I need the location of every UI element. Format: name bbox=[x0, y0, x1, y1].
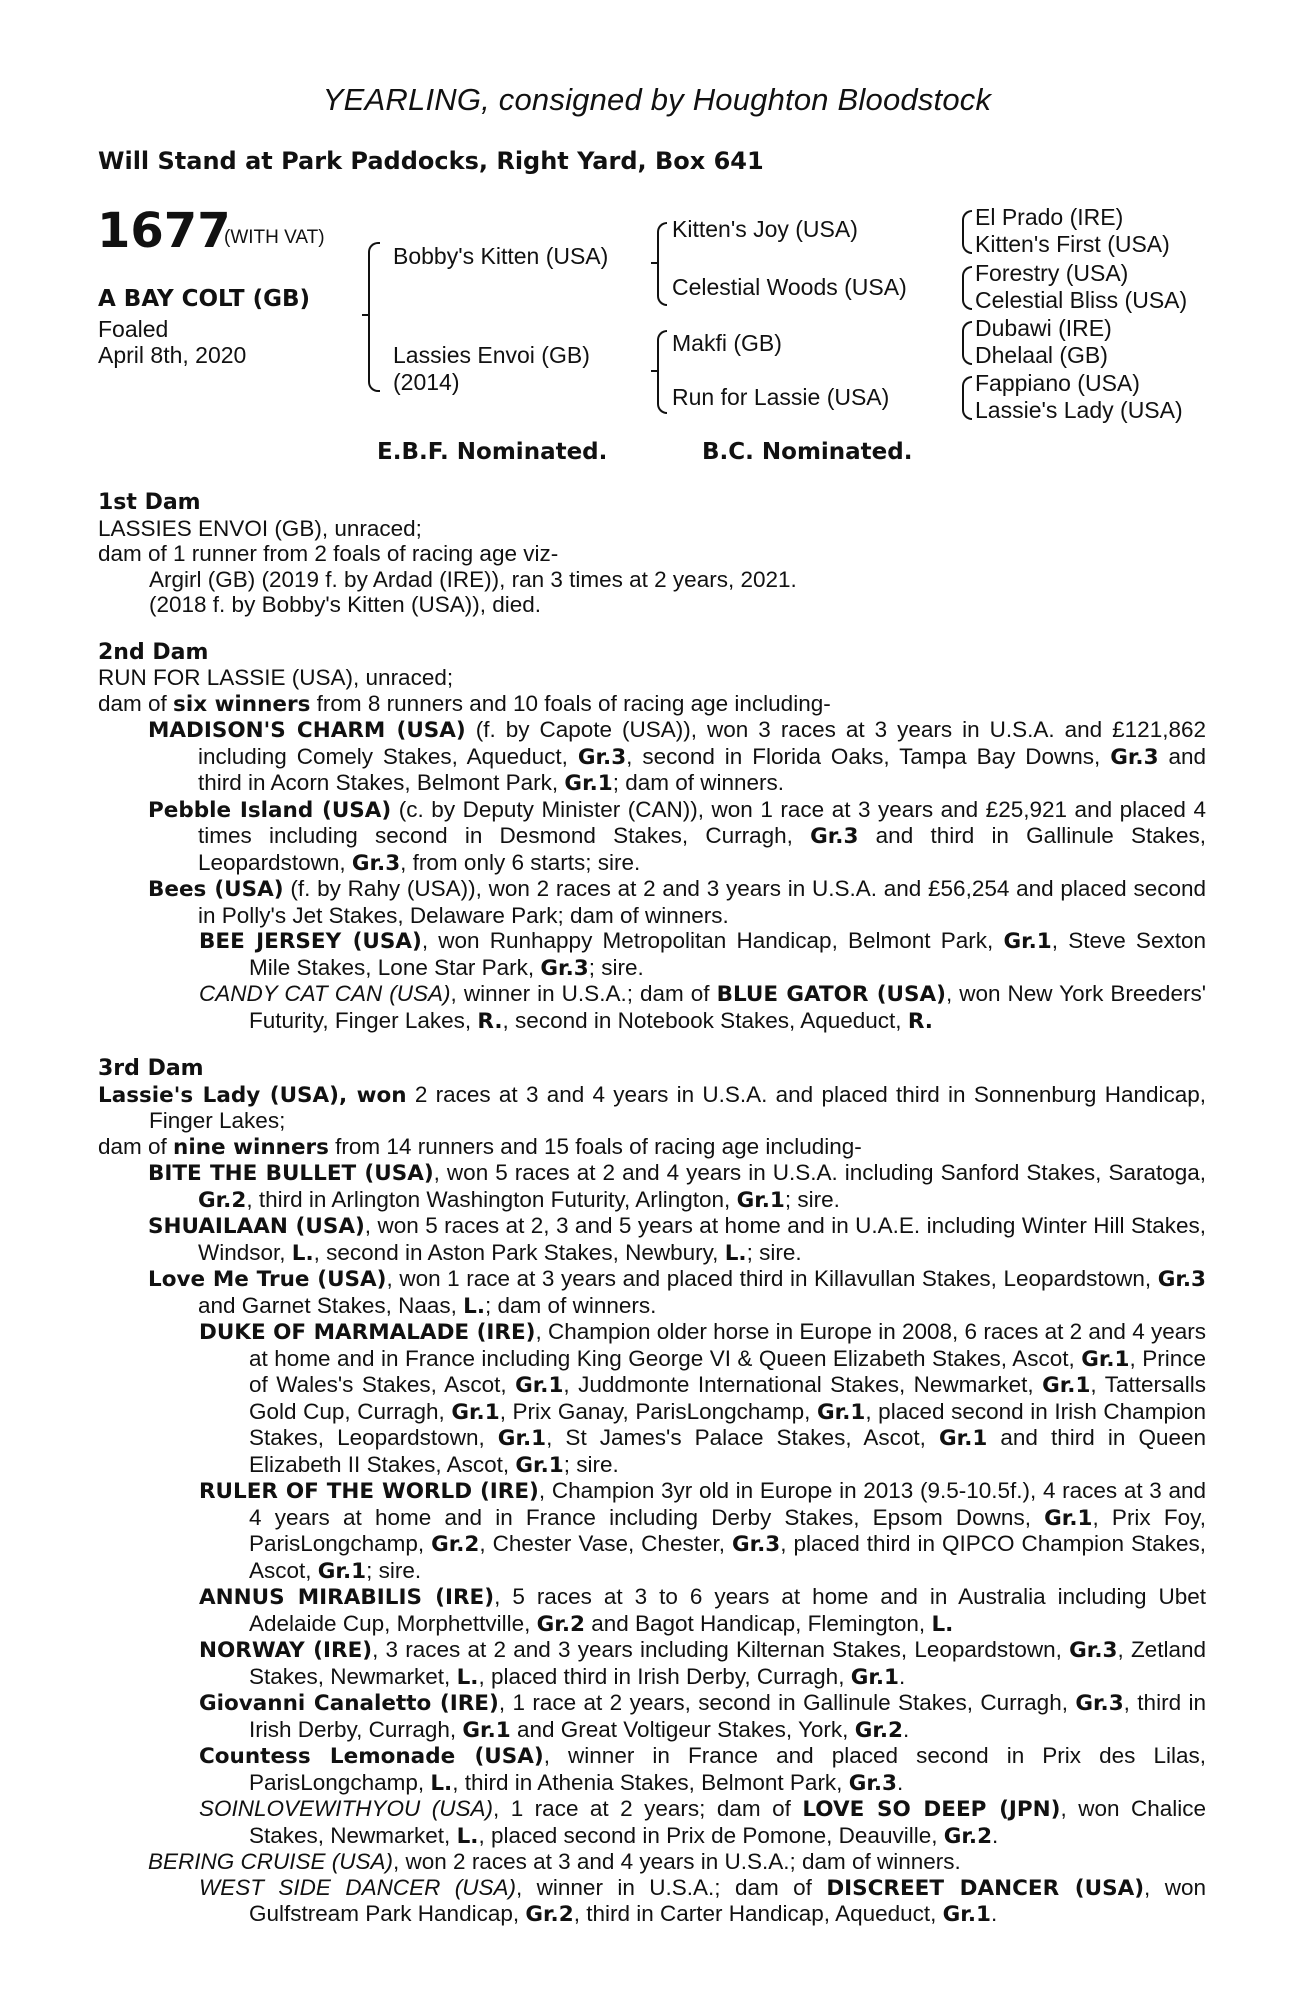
text: , second in Aston Park Stakes, Newbury, bbox=[313, 1239, 725, 1265]
text: and Garnet Stakes, Naas, bbox=[198, 1292, 464, 1318]
grade: L. bbox=[463, 1293, 486, 1319]
text: (f. by Rahy (USA)), won 2 races at 2 and 3 years in U.S.A. and £56,254 and placed second in Polly's Jet Stakes, Delaware Park; dam of winners. bbox=[198, 876, 1206, 928]
pedigree-g3-1: El Prado (IRE) bbox=[975, 204, 1124, 230]
text: and Bagot Handicap, Flemington, bbox=[584, 1610, 932, 1636]
text: and third in Gallinule Stakes, Leopardstown, bbox=[198, 823, 1206, 875]
text: , Champion 3yr old in Europe in 2013 (9.5-10.5f.), 4 races at 3 and 4 years at home and in France including Derby Stakes, Epsom Downs, bbox=[249, 1478, 1207, 1530]
grade: Gr.2 bbox=[536, 1611, 585, 1637]
text: , won 1 race at 3 years and placed third in Killavullan Stakes, Leopardstown, bbox=[386, 1266, 1158, 1291]
horse-name: Bees (USA) bbox=[148, 877, 284, 902]
page-title: YEARLING, consigned by Houghton Bloodstock bbox=[322, 82, 992, 117]
progeny-entry bbox=[98, 1584, 1206, 1637]
pedigree-g3-6: Dhelaal (GB) bbox=[975, 342, 1108, 368]
text: , St James's Palace Stakes, Ascot, bbox=[546, 1425, 940, 1450]
text: dam of bbox=[98, 690, 174, 716]
text: , Prince of Wales's Stakes, Ascot, bbox=[249, 1345, 1206, 1397]
progeny-entry bbox=[98, 981, 1206, 1034]
text: 2 races at 3 and 4 years in U.S.A. and placed third in Sonnenburg Handicap, Finger Lakes; bbox=[149, 1081, 1207, 1133]
text: , Chester Vase, Chester, bbox=[479, 1531, 732, 1556]
grade: Gr.1 bbox=[317, 1558, 367, 1584]
grade: Gr.3 bbox=[577, 744, 627, 770]
horse-name: RULER OF THE WORLD (IRE) bbox=[199, 1479, 539, 1504]
text: , Juddmonte International Stakes, Newmarket, bbox=[563, 1372, 1043, 1397]
text: , placed second in Irish Champion Stakes, Leopardstown, bbox=[249, 1398, 1206, 1450]
text: , placed third in QIPCO Champion Stakes, Ascot, bbox=[249, 1531, 1206, 1583]
grade: Gr.1 bbox=[736, 1187, 785, 1213]
foaled-label: Foaled bbox=[98, 316, 169, 342]
grade: Gr.1 bbox=[515, 1373, 564, 1398]
text: . bbox=[990, 1901, 998, 1926]
text: from 8 runners and 10 foals of racing age including- bbox=[310, 690, 831, 716]
text: , Champion older horse in Europe in 2008, 6 races at 2 and 4 years at home and in France including King George VI & Queen Elizabeth Stakes, Ascot, bbox=[249, 1319, 1206, 1371]
first-dam-line: (2018 f. by Bobby's Kitten (USA)), died. bbox=[149, 592, 541, 617]
text: , placed third in Irish Derby, Curragh, bbox=[478, 1663, 851, 1689]
grade: Gr.2 bbox=[198, 1187, 247, 1213]
text: , won 2 races at 3 and 4 years in U.S.A.; dam of winners. bbox=[393, 1849, 961, 1874]
first-dam-heading: 1st Dam bbox=[98, 490, 201, 515]
horse-name: WEST SIDE DANCER (USA) bbox=[199, 1874, 516, 1900]
grade: L. bbox=[456, 1664, 479, 1690]
winners-count: nine winners bbox=[173, 1134, 329, 1160]
progeny-entry bbox=[98, 1213, 1206, 1266]
pedigree-g3-2: Kitten's First (USA) bbox=[975, 231, 1170, 257]
text: , 1 race at 2 years, second in Gallinule Stakes, Curragh, bbox=[498, 1690, 1076, 1715]
text: and third in Acorn Stakes, Belmont Park, bbox=[198, 743, 1206, 795]
text: , third in Athenia Stakes, Belmont Park, bbox=[452, 1769, 849, 1795]
grade: L. bbox=[430, 1770, 453, 1796]
grade: Gr.2 bbox=[854, 1717, 903, 1743]
pedigree-sire-dam: Celestial Woods (USA) bbox=[672, 274, 907, 300]
grade: R. bbox=[477, 1008, 503, 1034]
second-dam-line bbox=[98, 691, 1206, 718]
grade: Gr.1 bbox=[942, 1902, 991, 1927]
grade: Gr.3 bbox=[848, 1770, 897, 1796]
lot-description: A BAY COLT (GB) bbox=[98, 286, 311, 312]
horse-name: SHUAILAAN (USA) bbox=[148, 1214, 365, 1239]
horse-name: CANDY CAT CAN (USA) bbox=[199, 981, 451, 1006]
progeny-entry bbox=[98, 1875, 1206, 1928]
grade: Gr.1 bbox=[1042, 1373, 1091, 1398]
foaled-info bbox=[98, 316, 246, 368]
text: , Steve Sexton Mile Stakes, Lone Star Park, bbox=[249, 928, 1206, 980]
progeny-entry bbox=[98, 1690, 1206, 1743]
ebf-nomination: E.B.F. Nominated. bbox=[377, 439, 608, 465]
progeny-entry bbox=[98, 928, 1206, 981]
text: . bbox=[897, 1769, 904, 1795]
horse-name: Giovanni Canaletto (IRE) bbox=[199, 1691, 499, 1716]
text: , third in Carter Handicap, Aqueduct, bbox=[573, 1901, 943, 1926]
text: ; dam of winners. bbox=[612, 770, 785, 795]
foaled-date: April 8th, 2020 bbox=[98, 342, 247, 368]
first-dam-line: Argirl (GB) (2019 f. by Ardad (IRE)), ran 3 times at 2 years, 2021. bbox=[149, 566, 797, 592]
horse-name: LOVE SO DEEP (JPN) bbox=[802, 1797, 1061, 1822]
text: dam of bbox=[98, 1133, 174, 1159]
progeny-entry bbox=[98, 1266, 1206, 1319]
grade: Gr.1 bbox=[515, 1452, 564, 1478]
text: , third in Arlington Washington Futurity, Arlington, bbox=[246, 1186, 737, 1212]
grade: Gr.1 bbox=[1003, 929, 1052, 954]
progeny-entry bbox=[98, 1160, 1206, 1213]
grade: Gr.1 bbox=[451, 1399, 500, 1425]
text: . bbox=[992, 1822, 999, 1848]
text: . bbox=[903, 1716, 910, 1742]
horse-name: MADISON'S CHARM (USA) bbox=[148, 718, 466, 743]
horse-name: SOINLOVEWITHYOU (USA) bbox=[199, 1796, 493, 1821]
progeny-entry bbox=[98, 1637, 1206, 1690]
winners-count: six winners bbox=[173, 691, 311, 717]
grade: Gr.1 bbox=[939, 1426, 988, 1451]
text: , placed second in Prix de Pomone, Deauville, bbox=[478, 1822, 944, 1848]
text: , Prix Foy, ParisLongchamp, bbox=[249, 1504, 1206, 1556]
progeny-entry bbox=[98, 876, 1206, 928]
grade: L. bbox=[931, 1611, 954, 1637]
text: , won Runhappy Metropolitan Handicap, Belmont Park, bbox=[421, 928, 1004, 953]
grade: Gr.1 bbox=[497, 1426, 547, 1451]
progeny-entry bbox=[98, 1478, 1206, 1584]
progeny-entry bbox=[98, 1849, 1206, 1875]
text: , winner in France and placed second in Prix des Lilas, ParisLongchamp, bbox=[249, 1743, 1207, 1795]
progeny-entry bbox=[98, 797, 1206, 877]
text: (c. by Deputy Minister (CAN)), won 1 race at 3 years and £25,921 and placed 4 times including second in Desmond Stakes, Curragh, bbox=[198, 796, 1206, 848]
horse-name: DISCREET DANCER (USA) bbox=[826, 1875, 1145, 1901]
grade: Gr.3 bbox=[540, 955, 589, 981]
progeny-entry bbox=[98, 1743, 1206, 1796]
text: , 3 races at 2 and 3 years including Kilternan Stakes, Leopardstown, bbox=[372, 1637, 1070, 1662]
grade: Gr.1 bbox=[817, 1399, 866, 1425]
horse-name: DUKE OF MARMALADE (IRE) bbox=[199, 1320, 536, 1345]
grade: Gr.1 bbox=[1081, 1346, 1130, 1372]
brace-notch bbox=[651, 370, 659, 372]
pedigree-dam-dam: Run for Lassie (USA) bbox=[672, 384, 890, 410]
horse-name: Love Me True (USA) bbox=[148, 1267, 387, 1292]
text: , Prix Ganay, ParisLongchamp, bbox=[499, 1398, 818, 1424]
vat-note: (WITH VAT) bbox=[224, 227, 325, 248]
pedigree-dam-sire: Makfi (GB) bbox=[672, 330, 782, 356]
grade: L. bbox=[291, 1240, 314, 1266]
horse-name: BERING CRUISE (USA) bbox=[148, 1849, 394, 1874]
horse-name: NORWAY (IRE) bbox=[199, 1638, 373, 1663]
stand-location: Will Stand at Park Paddocks, Right Yard, Box 641 bbox=[98, 147, 764, 175]
third-dam-heading: 3rd Dam bbox=[98, 1056, 204, 1081]
progeny-entry bbox=[98, 717, 1206, 797]
third-dam-line bbox=[98, 1134, 1206, 1161]
text: , 1 race at 2 years; dam of bbox=[493, 1796, 803, 1821]
first-dam-line: LASSIES ENVOI (GB), unraced; bbox=[98, 515, 422, 541]
text: ; sire. bbox=[784, 1186, 840, 1212]
pedigree-g3-8: Lassie's Lady (USA) bbox=[975, 397, 1183, 423]
text: , 5 races at 3 to 6 years at home and in Australia including Ubet Adelaide Cup, Morphettville, bbox=[249, 1584, 1206, 1636]
grade: Gr.3 bbox=[1069, 1638, 1118, 1663]
brace-sire-dam bbox=[368, 242, 380, 392]
text: , Zetland Stakes, Newmarket, bbox=[249, 1637, 1206, 1689]
horse-name: BLUE GATOR (USA) bbox=[716, 982, 946, 1007]
text: . bbox=[899, 1663, 906, 1689]
horse-name: BEE JERSEY (USA) bbox=[199, 929, 422, 954]
progeny-entry bbox=[98, 1319, 1206, 1478]
grade: Gr.3 bbox=[810, 824, 859, 849]
third-dam-line bbox=[98, 1082, 1206, 1134]
text: and Great Voltigeur Stakes, York, bbox=[510, 1716, 855, 1742]
grade: Gr.1 bbox=[564, 771, 613, 796]
first-dam-line: dam of 1 runner from 2 foals of racing age viz- bbox=[98, 541, 559, 566]
lot-number: 1677 bbox=[97, 203, 231, 259]
grade: Gr.1 bbox=[462, 1717, 511, 1743]
text: ; sire. bbox=[588, 954, 644, 980]
brace-g3-3 bbox=[962, 321, 972, 365]
brace-sire-line bbox=[657, 222, 667, 306]
horse-name: Countess Lemonade (USA) bbox=[199, 1744, 544, 1769]
text: ; sire. bbox=[746, 1239, 802, 1265]
grade: Gr.1 bbox=[1044, 1505, 1093, 1531]
text: , second in Florida Oaks, Tampa Bay Downs, bbox=[626, 743, 1111, 769]
grade: Gr.3 bbox=[1157, 1267, 1206, 1292]
text: , second in Notebook Stakes, Aqueduct, bbox=[502, 1007, 908, 1033]
text: , winner in U.S.A.; dam of bbox=[516, 1874, 827, 1900]
text: , from only 6 starts; sire. bbox=[400, 849, 641, 875]
brace-dam-line bbox=[657, 330, 667, 414]
horse-name: BITE THE BULLET (USA) bbox=[148, 1161, 434, 1186]
grade: Gr.3 bbox=[1075, 1691, 1124, 1716]
text: (f. by Capote (USA)), won 3 races at 3 years in U.S.A. and £121,862 including Comely Stakes, Aqueduct, bbox=[198, 717, 1206, 769]
pedigree-dam-year: (2014) bbox=[393, 369, 460, 395]
text: , won 5 races at 2 and 4 years in U.S.A. including Sanford Stakes, Saratoga, bbox=[433, 1160, 1207, 1185]
text: , won New York Breeders' Futurity, Finger Lakes, bbox=[249, 981, 1207, 1033]
text: ; dam of winners. bbox=[485, 1292, 657, 1318]
grade: Gr.3 bbox=[731, 1532, 781, 1557]
text: , third in Irish Derby, Curragh, bbox=[249, 1690, 1206, 1742]
grade: Gr.1 bbox=[850, 1664, 900, 1690]
text: , won Chalice Stakes, Newmarket, bbox=[249, 1796, 1206, 1848]
horse-name: Lassie's Lady (USA), won bbox=[98, 1082, 407, 1108]
pedigree-sire-sire: Kitten's Joy (USA) bbox=[672, 216, 858, 242]
text: ; sire. bbox=[563, 1451, 619, 1477]
grade: R. bbox=[907, 1008, 933, 1034]
text: , won Gulfstream Park Handicap, bbox=[249, 1874, 1206, 1926]
progeny-entry bbox=[98, 1796, 1206, 1849]
brace-g3-2 bbox=[962, 266, 972, 310]
grade: Gr.3 bbox=[1110, 744, 1159, 770]
second-dam-heading: 2nd Dam bbox=[98, 639, 209, 665]
pedigree-g3-3: Forestry (USA) bbox=[975, 260, 1129, 286]
brace-g3-4 bbox=[962, 376, 972, 420]
text: ; sire. bbox=[366, 1557, 422, 1583]
pedigree-g3-7: Fappiano (USA) bbox=[975, 370, 1140, 396]
text: , won 5 races at 2, 3 and 5 years at home and in U.A.E. including Winter Hill Stakes, Windsor, bbox=[198, 1213, 1206, 1265]
grade: Gr.2 bbox=[525, 1902, 574, 1927]
pedigree-g3-5: Dubawi (IRE) bbox=[975, 315, 1112, 341]
grade: Gr.2 bbox=[431, 1532, 480, 1557]
text: and third in Queen Elizabeth II Stakes, Ascot, bbox=[249, 1425, 1207, 1477]
brace-notch bbox=[651, 262, 659, 264]
grade: Gr.3 bbox=[351, 850, 401, 876]
text: , Tattersalls Gold Cup, Curragh, bbox=[249, 1372, 1206, 1424]
horse-name: Pebble Island (USA) bbox=[148, 797, 392, 823]
pedigree-g3-4: Celestial Bliss (USA) bbox=[975, 287, 1188, 313]
pedigree-dam: Lassies Envoi (GB) bbox=[393, 342, 590, 368]
text: from 14 runners and 15 foals of racing age including- bbox=[328, 1133, 862, 1159]
horse-name: ANNUS MIRABILIS (IRE) bbox=[199, 1585, 495, 1610]
dam-sections bbox=[98, 490, 1206, 1928]
second-dam-line: RUN FOR LASSIE (USA), unraced; bbox=[98, 665, 454, 690]
grade: L. bbox=[456, 1823, 479, 1849]
grade: Gr.2 bbox=[943, 1823, 993, 1849]
brace-notch bbox=[362, 314, 370, 316]
text: , winner in U.S.A.; dam of bbox=[450, 981, 717, 1006]
grade: L. bbox=[724, 1240, 747, 1266]
bc-nomination: B.C. Nominated. bbox=[702, 439, 913, 465]
pedigree-sire: Bobby's Kitten (USA) bbox=[393, 243, 609, 269]
brace-g3-1 bbox=[962, 210, 972, 254]
